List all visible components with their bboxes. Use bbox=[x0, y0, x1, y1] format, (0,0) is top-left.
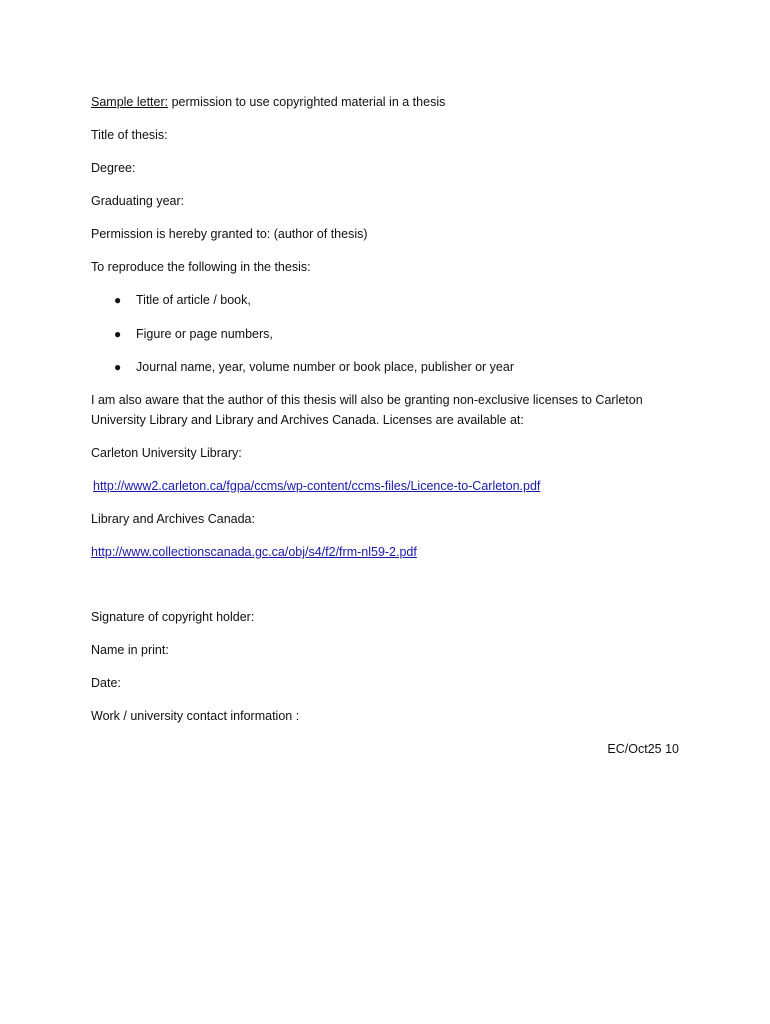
document-code: EC/Oct25 10 bbox=[607, 742, 679, 756]
date-field: Date: bbox=[91, 676, 121, 690]
degree-field: Degree: bbox=[91, 161, 136, 175]
bullet-text: Figure or page numbers, bbox=[136, 327, 273, 341]
bullet-text: Journal name, year, volume number or book place, publisher or year bbox=[136, 360, 514, 374]
heading-label: Sample letter: bbox=[91, 95, 169, 109]
bullet-icon: ● bbox=[114, 293, 122, 307]
contact-info-field: Work / university contact information : bbox=[91, 709, 300, 723]
reproduce-intro: To reproduce the following in the thesis: bbox=[91, 260, 311, 274]
title-of-thesis-field: Title of thesis: bbox=[91, 128, 168, 142]
letter-heading bbox=[91, 94, 445, 110]
list-item bbox=[114, 326, 273, 342]
name-in-print-field: Name in print: bbox=[91, 643, 169, 657]
carleton-licence-link[interactable]: http://www2.carleton.ca/fgpa/ccms/wp-content/ccms-files/Licence-to-Carleton.pdf bbox=[93, 479, 541, 493]
bullet-icon: ● bbox=[114, 327, 122, 341]
carleton-library-label: Carleton University Library: bbox=[91, 446, 242, 460]
bullet-icon: ● bbox=[114, 360, 122, 374]
lac-licence-link[interactable]: http://www.collectionscanada.gc.ca/obj/s4/f2/frm-nl59-2.pdf bbox=[91, 545, 417, 559]
list-item bbox=[114, 359, 514, 375]
graduating-year-field: Graduating year: bbox=[91, 194, 185, 208]
list-item bbox=[114, 292, 251, 308]
bullet-text: Title of article / book, bbox=[136, 293, 251, 307]
signature-field: Signature of copyright holder: bbox=[91, 610, 255, 624]
heading-text: permission to use copyrighted material in a thesis bbox=[168, 95, 446, 109]
permission-granted-line: Permission is hereby granted to: (author of thesis) bbox=[91, 227, 368, 241]
awareness-paragraph: I am also aware that the author of this thesis will also be granting non-exclusive licenses to Carleton University Library and Library and Archives Canada. Licenses are available at: bbox=[91, 393, 643, 427]
lac-label: Library and Archives Canada: bbox=[91, 512, 255, 526]
